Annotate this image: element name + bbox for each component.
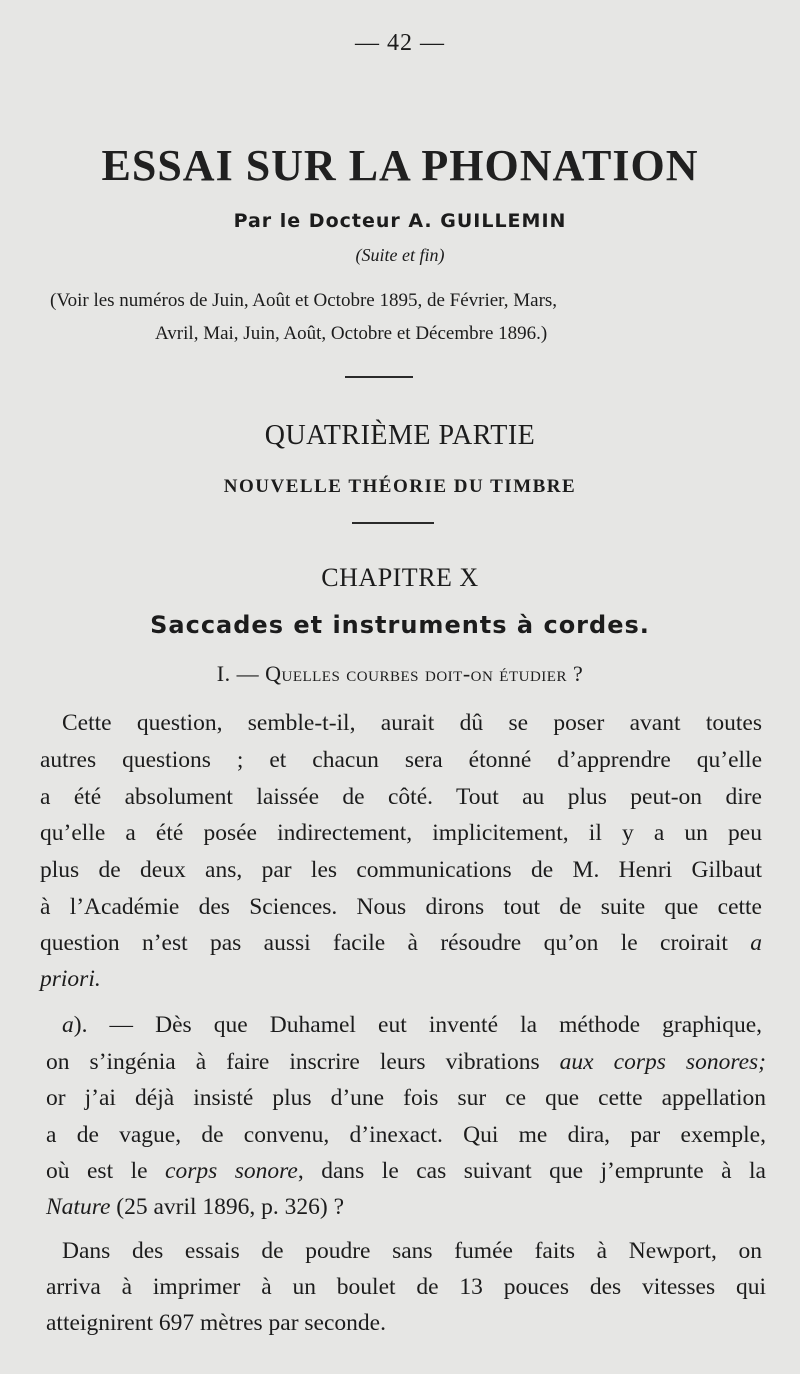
line-7-italic: a [750,930,763,956]
paragraph-3-line-3: atteignirent 697 mètres par seconde. [46,1310,386,1336]
item-letter: a [62,1012,74,1038]
section-number: I. — [216,661,260,686]
line-5-text-c: , dans le cas suivant que j’emprunte à la [297,1158,766,1184]
part-divider [352,522,434,524]
line-8-italic: priori. [40,966,101,992]
paragraph-1-line-1: Cette question, semble-t-il, aurait dû se poser avant toutes [62,710,762,736]
paragraph-2-line-4: a de vague, de convenu, d’inexact. Qui me dira, par exemple, [46,1122,766,1148]
paragraph-1-line-2: autres questions ; et chacun sera étonné d’apprendre qu’elle [40,747,762,773]
paragraph-3-line-1: Dans des essais de poudre sans fumée faits à Newport, on [62,1238,762,1264]
article-title: ESSAI SUR LA PHONATION [101,141,699,190]
paragraph-1-line-4: qu’elle a été posée indirectement, implicitement, il y a un peu [40,820,762,846]
chapter-subtitle: Saccades et instruments à cordes. [150,611,650,639]
line-5-italic: corps sonore [165,1158,298,1184]
part-subtitle: NOUVELLE THÉORIE DU TIMBRE [223,476,577,497]
line-7-text: question n’est pas aussi facile à résoudre qu’on le croirait [40,930,728,956]
continuation-note: (Suite et fin) [355,245,445,265]
paragraph-2-line-5 [46,1156,766,1186]
line-2-text: on s’ingénia à faire inscrire leurs vibrations [46,1049,540,1075]
section-heading [0,661,800,687]
part-title: QUATRIÈME PARTIE [264,420,536,451]
paragraph-1-line-5: plus de deux ans, par les communications de M. Henri Gilbaut [40,857,762,883]
paragraph-1-line-6: à l’Académie des Sciences. Nous dirons tout de suite que cette [40,894,762,920]
series-reference-line-2: Avril, Mai, Juin, Août, Octobre et Décembre 1896.) [155,323,548,344]
chapter-title: CHAPITRE X [321,563,479,592]
paragraph-3-line-2: arriva à imprimer à un boulet de 13 pouces des vitesses qui [46,1274,766,1300]
paragraph-2-line-6 [46,1192,766,1222]
line-6-text: (25 avril 1896, p. 326) ? [116,1194,345,1220]
section-divider [345,376,413,378]
paragraph-1-line-8 [40,964,762,994]
paragraph-1-line-7 [40,928,762,958]
paragraph-1-line-3: a été absolument laissée de côté. Tout au plus peut-on dire [40,784,762,810]
line-1-text: ). — Dès que Duhamel eut inventé la méthode graphique, [73,1012,762,1038]
series-reference-line-1: (Voir les numéros de Juin, Août et Octobre 1895, de Février, Mars, [50,290,558,311]
page-number: — 42 — [355,30,445,56]
line-6-italic: Nature [46,1194,111,1220]
paragraph-2-line-3: or j’ai déjà insisté plus d’une fois sur ce que cette appellation [46,1085,766,1111]
article-author: Par le Docteur A. GUILLEMIN [233,210,567,232]
paragraph-2-line-2 [46,1047,766,1077]
line-2-italic: aux corps sonores; [559,1049,766,1075]
paragraph-2-line-1 [62,1010,762,1040]
line-5-text-a: où est le [46,1158,148,1184]
section-title: Quelles courbes doit-on étudier ? [265,661,584,686]
